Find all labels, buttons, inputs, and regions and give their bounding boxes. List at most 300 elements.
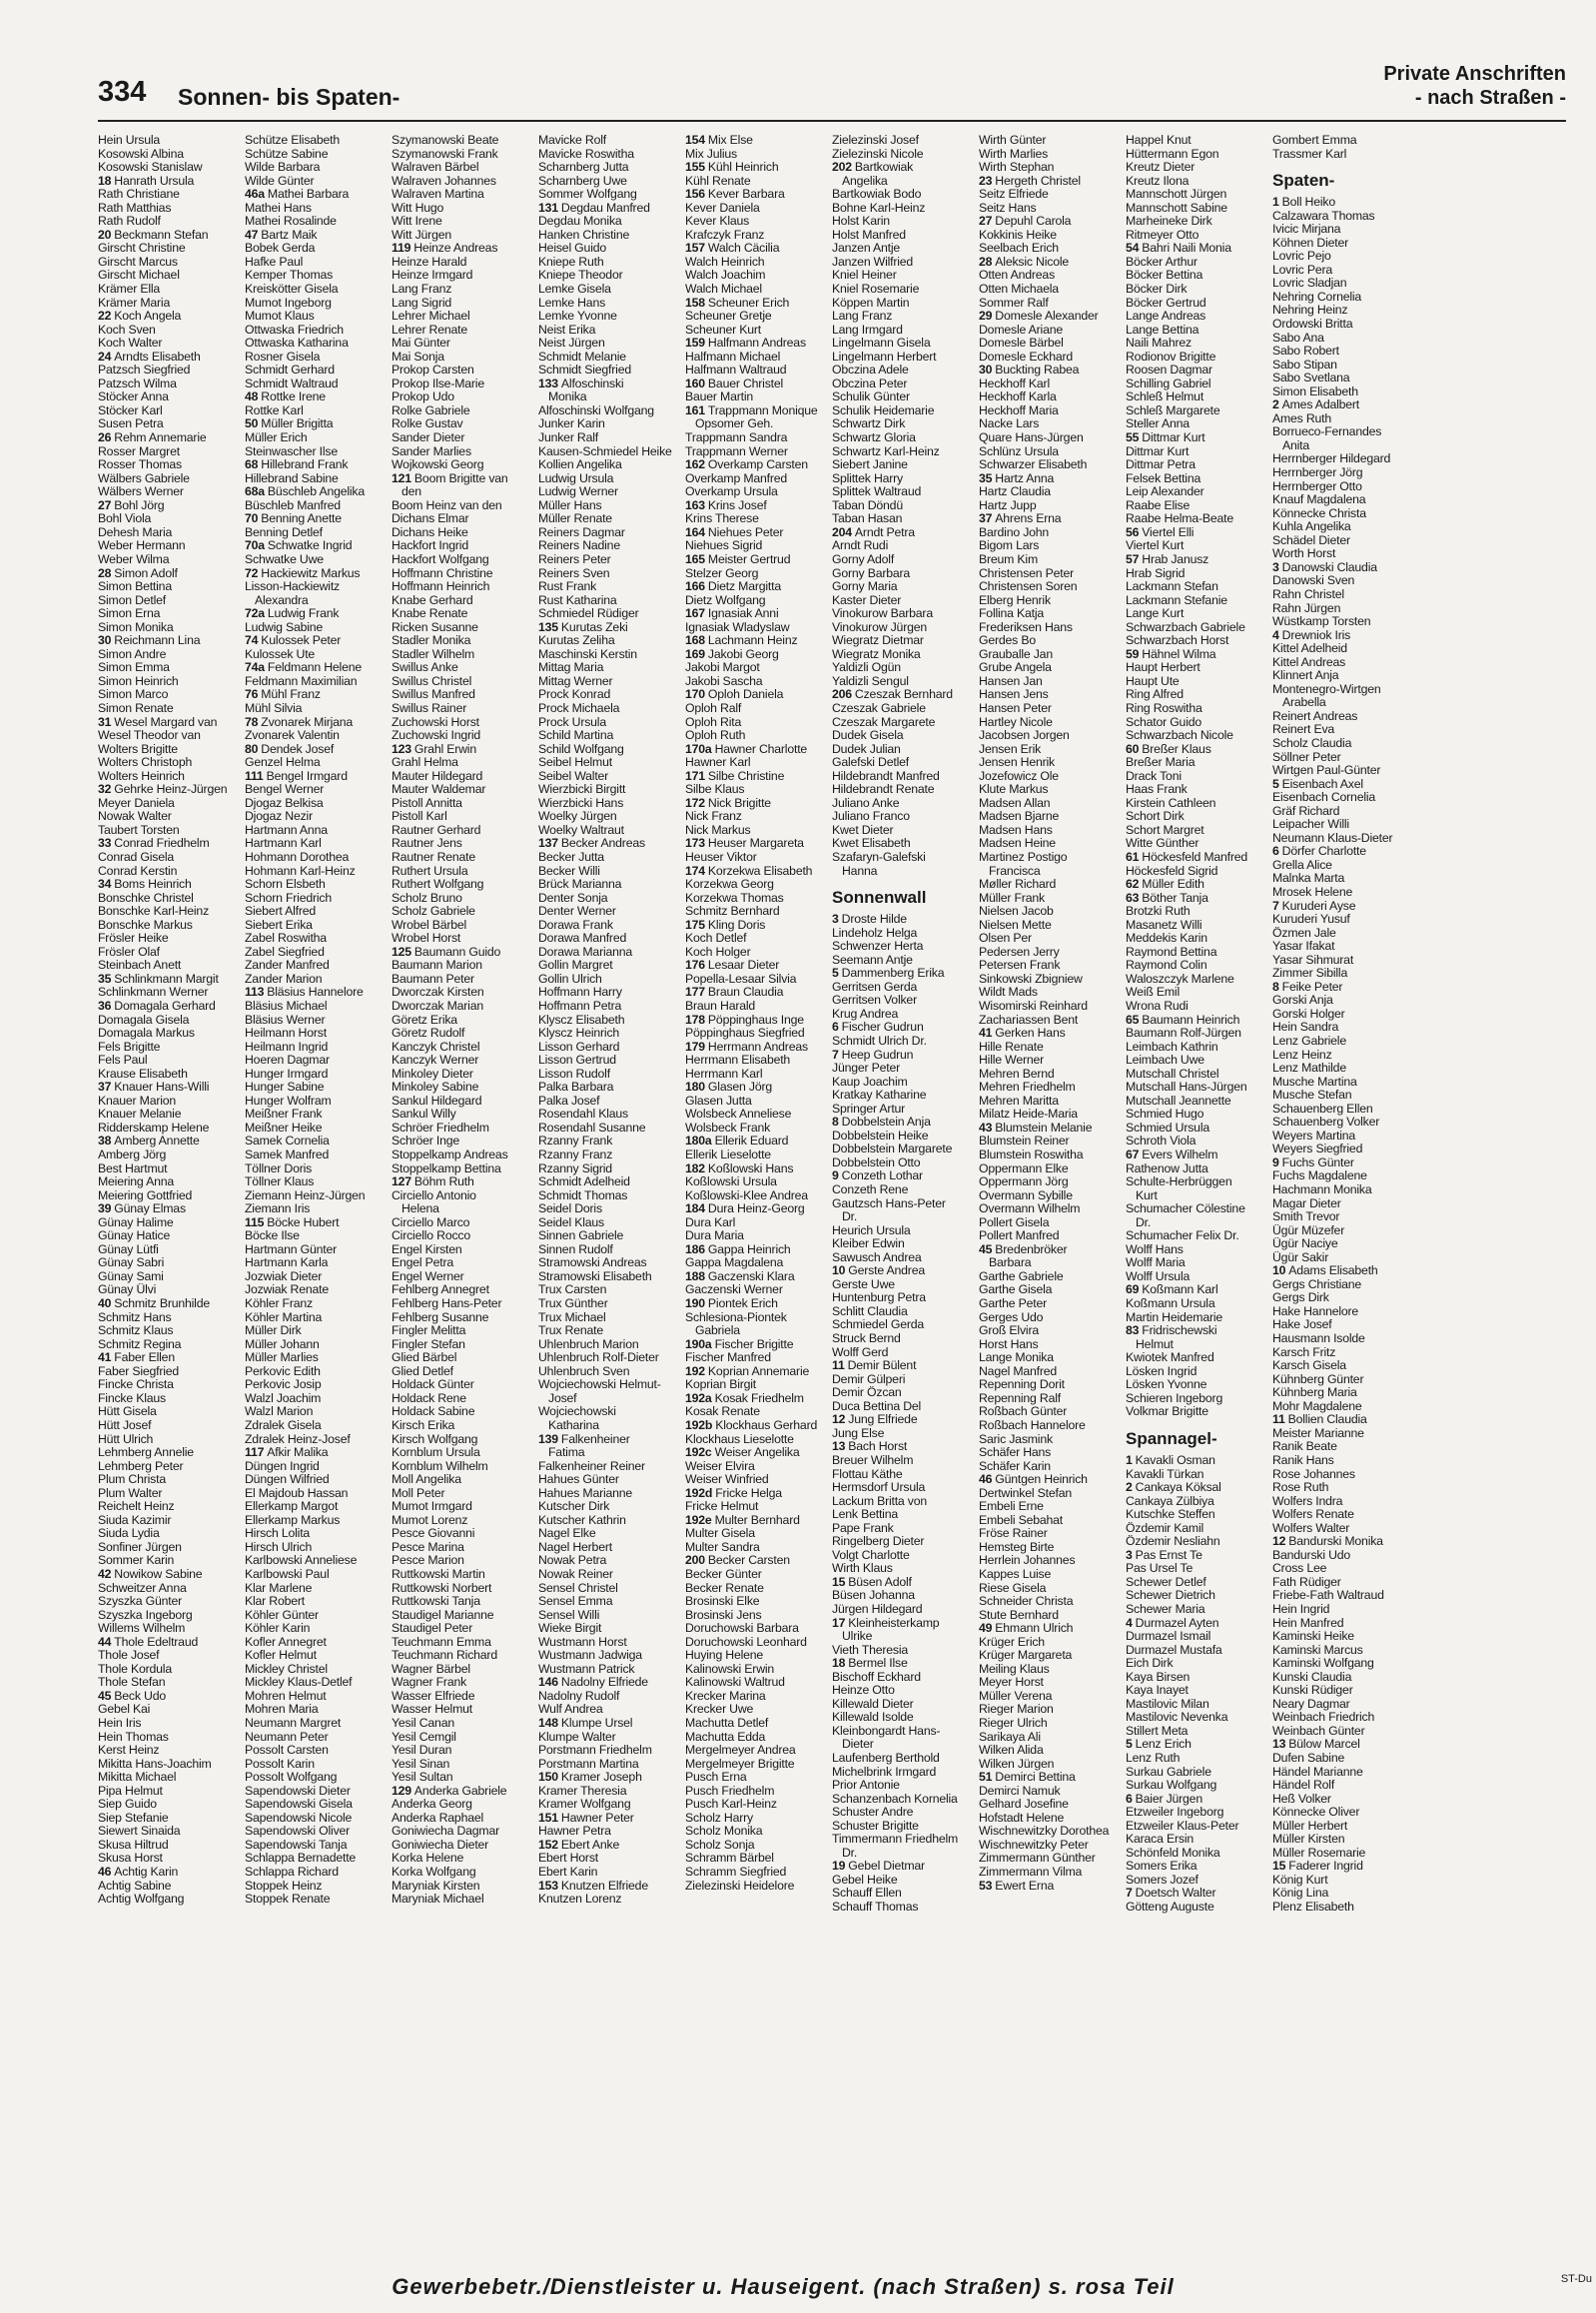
resident-name: Weiser Winfried <box>685 1473 769 1487</box>
resident-name: Yaldizli Ogün <box>832 661 901 675</box>
resident-name: den <box>401 485 421 499</box>
directory-entry <box>1126 283 1268 297</box>
resident-name: Kwiotek Manfred <box>1126 1351 1214 1365</box>
directory-entry <box>98 648 241 662</box>
resident-name: Multer Sandra <box>685 1540 760 1554</box>
house-number: 200 <box>685 1554 705 1568</box>
directory-entry <box>979 1527 1122 1541</box>
directory-entry <box>832 648 975 662</box>
directory-entry <box>1272 466 1415 480</box>
directory-entry <box>1126 594 1268 608</box>
resident-name: Lang Irmgard <box>832 323 903 337</box>
resident-name: Gorny Maria <box>832 580 898 594</box>
directory-entry <box>979 499 1122 513</box>
resident-name: Blumstein Reiner <box>979 1135 1070 1149</box>
directory-entry <box>1272 872 1415 886</box>
directory-entry <box>1272 1454 1415 1468</box>
resident-name: Nowikow Sabine <box>114 1567 203 1581</box>
resident-name: Teuchmann Emma <box>392 1635 491 1649</box>
resident-name: Walzl Joachim <box>245 1391 322 1405</box>
directory-entry <box>1272 1508 1415 1522</box>
directory-entry <box>1272 1481 1415 1495</box>
directory-entry <box>685 188 828 202</box>
directory-entry <box>832 1589 975 1603</box>
directory-entry <box>685 865 828 879</box>
house-number: 153 <box>538 1879 558 1893</box>
directory-entry <box>392 1175 534 1189</box>
directory-entry <box>538 1731 681 1745</box>
directory-entry <box>538 1703 681 1717</box>
resident-name: Arndt Petra <box>854 525 915 539</box>
directory-entry <box>979 1812 1122 1826</box>
resident-name: Smith Trevor <box>1272 1210 1340 1224</box>
resident-name: Bandurski Monika <box>1288 1535 1383 1549</box>
directory-entry <box>538 1229 681 1243</box>
resident-name: Thole Kordula <box>98 1662 172 1676</box>
directory-entry <box>538 756 681 770</box>
resident-name: Kulossek Ute <box>245 647 316 661</box>
resident-name: Schwarzbach Nicole <box>1126 729 1233 743</box>
directory-entry <box>1126 810 1268 824</box>
directory-entry <box>685 1622 828 1636</box>
resident-name: Halfmann Andreas <box>707 337 806 351</box>
resident-name: Böcke Hubert <box>267 1215 340 1229</box>
resident-name: Lösken Ingrid <box>1126 1364 1197 1378</box>
resident-name: Bohne Karl-Heinz <box>832 201 926 215</box>
resident-name: Knauer Marion <box>98 1094 177 1108</box>
directory-column <box>1126 134 1272 2261</box>
directory-entry <box>538 1122 681 1136</box>
directory-entry <box>392 1243 534 1257</box>
directory-entry <box>392 1676 534 1690</box>
resident-name: Schuster Brigitte <box>832 1819 919 1833</box>
directory-entry <box>832 743 975 757</box>
resident-name: Naili Mahrez <box>1126 337 1192 351</box>
resident-name: Benning Anette <box>261 512 342 526</box>
directory-entry <box>392 892 534 906</box>
resident-name: Bardino John <box>979 525 1050 539</box>
directory-entry <box>1126 1725 1268 1739</box>
resident-name: Anita <box>1282 438 1310 452</box>
house-number: 72a <box>245 607 265 621</box>
directory-entry <box>832 1373 975 1387</box>
directory-entry <box>98 256 241 270</box>
directory-entry <box>685 1175 828 1189</box>
resident-name: Fröse Rainer <box>979 1527 1048 1541</box>
resident-name: Prokop Udo <box>392 390 454 404</box>
resident-name: Wilde Barbara <box>245 161 321 175</box>
resident-name: Gollin Ulrich <box>538 972 602 986</box>
resident-name: Fingler Melitta <box>392 1324 466 1338</box>
resident-name: Hanrath Ursula <box>114 174 195 188</box>
resident-name: Mai Sonja <box>392 350 444 364</box>
directory-entry <box>1272 452 1415 466</box>
directory-entry <box>1126 351 1268 365</box>
resident-name: Raymond Colin <box>1126 959 1207 973</box>
resident-name: Oploh Rita <box>685 715 742 729</box>
directory-entry <box>98 1311 241 1325</box>
resident-name: Krafczyk Franz <box>685 228 765 242</box>
house-number: 63 <box>1126 891 1140 905</box>
directory-entry <box>98 1731 241 1745</box>
resident-name: Cross Lee <box>1272 1562 1327 1576</box>
resident-name: Wustmann Patrick <box>538 1662 635 1676</box>
resident-name: Demir Gülperi <box>832 1372 906 1386</box>
directory-entry <box>392 1216 534 1230</box>
directory-entry <box>538 634 681 648</box>
resident-name: Mikitta Michael <box>98 1771 177 1785</box>
resident-name: Prock Konrad <box>538 688 611 702</box>
resident-name: Embeli Sebahat <box>979 1513 1064 1527</box>
resident-name: Schweitzer Anna <box>98 1581 187 1595</box>
resident-name: Wirth Klaus <box>832 1562 893 1576</box>
directory-entry <box>392 445 534 459</box>
resident-name: Zvonarek Valentin <box>245 729 340 743</box>
directory-entry <box>245 1798 388 1812</box>
house-number: 171 <box>685 769 705 783</box>
directory-entry <box>832 310 975 324</box>
directory-entry <box>98 364 241 378</box>
house-number: 76 <box>245 688 259 702</box>
house-number: 179 <box>685 1040 705 1054</box>
directory-entry <box>245 661 388 675</box>
resident-name: Oppermann Jörg <box>979 1175 1069 1189</box>
directory-entry <box>245 770 388 784</box>
house-number: 13 <box>1272 1738 1286 1752</box>
resident-name: Neist Erika <box>538 323 596 337</box>
directory-entry <box>392 458 534 472</box>
directory-entry <box>685 1122 828 1136</box>
resident-name: Schmidt Gerhard <box>245 364 335 378</box>
house-number: 115 <box>245 1215 265 1229</box>
directory-entry <box>979 445 1122 459</box>
resident-name: Worth Horst <box>1272 547 1336 561</box>
resident-name: Schröer Friedhelm <box>392 1121 489 1135</box>
directory-entry <box>98 1338 241 1352</box>
directory-entry <box>685 1378 828 1392</box>
resident-name: Rosser Margret <box>98 444 180 458</box>
resident-name: Domesle Alexander <box>995 310 1099 324</box>
resident-name: Grahl Erwin <box>413 742 476 756</box>
directory-entry <box>979 797 1122 811</box>
directory-entry <box>685 1027 828 1041</box>
resident-name: Evers Wilhelm <box>1142 1149 1218 1162</box>
resident-name: Kever Barbara <box>707 188 785 202</box>
house-number: 68 <box>245 458 259 472</box>
resident-name: Volkmar Brigitte <box>1126 1405 1208 1419</box>
directory-entry <box>1272 507 1415 521</box>
street-heading: Sonnenwall <box>832 888 927 908</box>
resident-name: Kalinowski Erwin <box>685 1662 775 1676</box>
resident-name: Maschinski Kerstin <box>538 647 637 661</box>
directory-entry <box>538 1514 681 1528</box>
resident-name: Feike Peter <box>1281 980 1343 994</box>
resident-name: Lange Bettina <box>1126 323 1199 337</box>
directory-entry <box>685 810 828 824</box>
resident-name: Repenning Ralf <box>979 1391 1061 1405</box>
resident-name: Weiß Emil <box>1126 986 1180 1000</box>
house-number: 67 <box>1126 1149 1140 1162</box>
directory-entry <box>1126 1684 1268 1698</box>
resident-name: Mittag Werner <box>538 674 613 688</box>
directory-entry <box>979 472 1122 486</box>
house-number: 37 <box>979 512 993 526</box>
resident-name: Helmut <box>1136 1337 1174 1351</box>
directory-entry <box>1272 1373 1415 1387</box>
resident-name: Zuchowski Horst <box>392 715 479 729</box>
resident-name: Juliano Franco <box>832 810 910 824</box>
directory-entry <box>1126 1283 1268 1297</box>
directory-entry <box>245 1582 388 1596</box>
directory-entry <box>98 1554 241 1568</box>
directory-entry <box>392 1690 534 1704</box>
resident-name: Boll Heiko <box>1281 196 1336 210</box>
directory-entry <box>832 865 975 879</box>
house-number: 65 <box>1126 1013 1140 1027</box>
directory-entry <box>1272 372 1415 386</box>
resident-name: Hoffmann Harry <box>538 986 622 1000</box>
directory-entry <box>1272 1562 1415 1576</box>
directory-entry <box>98 445 241 459</box>
house-number: 30 <box>98 634 112 648</box>
resident-name: Adams Elisabeth <box>1288 1264 1378 1278</box>
resident-name: Sommer Karin <box>98 1554 175 1568</box>
house-number: 70 <box>245 512 259 526</box>
resident-name: Simon Bettina <box>98 580 172 594</box>
resident-name: Kühnberg Günter <box>1272 1372 1364 1386</box>
resident-name: Rosendahl Susanne <box>538 1121 646 1135</box>
directory-entry <box>1272 791 1415 805</box>
resident-name: Rautner Renate <box>392 850 476 864</box>
resident-name: Mix Else <box>707 134 753 147</box>
directory-entry <box>832 1386 975 1400</box>
directory-entry <box>832 1535 975 1549</box>
resident-name: Hahues Günter <box>538 1473 619 1487</box>
directory-entry <box>98 1663 241 1677</box>
resident-name: Schmitz Regina <box>98 1337 182 1351</box>
resident-name: Köhler Franz <box>245 1297 313 1311</box>
resident-name: Gebel Kai <box>98 1703 151 1717</box>
resident-name: Flottau Käthe <box>832 1467 903 1481</box>
resident-name: Kling Doris <box>707 918 766 932</box>
directory-entry <box>685 417 828 431</box>
resident-name: Schulik Günter <box>832 390 910 404</box>
directory-entry <box>685 824 828 838</box>
directory-entry <box>979 1852 1122 1866</box>
directory-entry <box>1272 493 1415 507</box>
directory-entry <box>685 1135 828 1149</box>
directory-entry <box>685 134 828 148</box>
resident-name: Maryniak Michael <box>392 1893 484 1907</box>
house-number: 18 <box>832 1657 846 1671</box>
resident-name: Popella-Lesaar Silvia <box>685 972 797 986</box>
directory-entry <box>685 378 828 391</box>
directory-entry <box>1272 304 1415 318</box>
directory-entry <box>685 1785 828 1799</box>
directory-entry <box>98 946 241 960</box>
directory-entry <box>832 1440 975 1454</box>
house-number: 70a <box>245 539 265 553</box>
directory-entry <box>685 1582 828 1596</box>
directory-entry <box>1272 250 1415 264</box>
resident-name: Stramowski Andreas <box>538 1256 647 1270</box>
resident-name: Trux Michael <box>538 1310 606 1324</box>
directory-entry <box>1126 1000 1268 1014</box>
directory-entry <box>392 1095 534 1109</box>
directory-entry <box>832 1549 975 1563</box>
directory-entry <box>1272 1847 1415 1861</box>
directory-entry <box>538 1216 681 1230</box>
resident-name: Scholz Claudia <box>1272 736 1352 750</box>
directory-entry <box>245 364 388 378</box>
resident-name: Dura Maria <box>685 1229 744 1243</box>
resident-name: Gerritsen Volker <box>832 994 917 1008</box>
house-number: 4 <box>1126 1616 1133 1630</box>
directory-entry <box>392 716 534 730</box>
house-number: 6 <box>1272 845 1279 859</box>
resident-name: Schmidt Siegfried <box>538 364 631 378</box>
directory-entry <box>979 919 1122 933</box>
resident-name: Cankaya Zülbiya <box>1126 1494 1214 1508</box>
resident-name: Stramowski Elisabeth <box>538 1269 652 1283</box>
resident-name: Schmitz Hans <box>98 1310 172 1324</box>
resident-name: Becker Günter <box>685 1567 762 1581</box>
resident-name: Ügür Müzefer <box>1272 1223 1345 1237</box>
resident-name: Weinbach Günter <box>1272 1724 1365 1738</box>
resident-name: Schramm Bärbel <box>685 1852 774 1866</box>
directory-entry <box>1126 148 1268 162</box>
house-number: 131 <box>538 201 558 215</box>
directory-entry <box>685 1202 828 1216</box>
directory-entry <box>538 1311 681 1325</box>
directory-entry <box>979 878 1122 892</box>
resident-name: Koch Holger <box>685 945 751 959</box>
resident-name: Zuchowski Ingrid <box>392 729 481 743</box>
resident-name: Nick Franz <box>685 810 742 824</box>
directory-entry <box>538 1108 681 1122</box>
resident-name: Lehmberg Annelie <box>98 1446 194 1460</box>
house-number: 11 <box>832 1359 845 1373</box>
resident-name: Achtig Sabine <box>98 1879 172 1893</box>
directory-entry <box>1272 805 1415 819</box>
resident-name: Schleß Helmut <box>1126 390 1204 404</box>
directory-entry <box>98 1758 241 1772</box>
directory-entry <box>538 1541 681 1555</box>
directory-entry <box>98 824 241 838</box>
directory-entry <box>979 269 1122 283</box>
resident-name: Müller Verena <box>979 1689 1053 1703</box>
directory-entry <box>1272 710 1415 724</box>
directory-entry <box>979 1365 1122 1379</box>
directory-entry <box>538 229 681 243</box>
resident-name: Kühnberg Maria <box>1272 1386 1357 1400</box>
directory-entry <box>392 1014 534 1028</box>
directory-entry <box>1272 696 1415 710</box>
resident-name: Sabo Stipan <box>1272 358 1337 372</box>
resident-name: Kaya Inayet <box>1126 1684 1189 1698</box>
resident-name: Krins Therese <box>685 512 759 526</box>
directory-entry <box>832 1291 975 1305</box>
resident-name: Ridderskamp Helene <box>98 1121 210 1135</box>
house-number: 192d <box>685 1486 713 1500</box>
resident-name: Kavakli Osman <box>1135 1453 1215 1467</box>
directory-entry <box>1272 1143 1415 1156</box>
resident-name: Holdack Sabine <box>392 1405 475 1419</box>
resident-name: Michelbrink Irmgard <box>832 1765 937 1779</box>
directory-entry <box>392 1338 534 1352</box>
directory-entry <box>98 1703 241 1717</box>
resident-name: Becker Andreas <box>560 837 645 851</box>
resident-name: Mumot Klaus <box>245 310 315 324</box>
directory-entry <box>685 675 828 689</box>
directory-entry <box>1272 148 1415 162</box>
resident-name: Mastilovic Nevenka <box>1126 1711 1228 1725</box>
resident-name: Swillus Christel <box>392 674 472 688</box>
directory-entry <box>538 1351 681 1365</box>
directory-entry <box>1272 940 1415 954</box>
directory-entry <box>1126 567 1268 581</box>
directory-entry <box>245 743 388 757</box>
resident-name: Brück Marianna <box>538 878 622 892</box>
directory-entry <box>538 161 681 175</box>
directory-entry <box>392 1027 534 1041</box>
resident-name: Killewald Dieter <box>832 1697 914 1711</box>
resident-name: Hartmann Anna <box>245 823 328 837</box>
directory-entry <box>1126 1535 1268 1549</box>
house-number: 20 <box>98 228 112 242</box>
resident-name: Nehring Heinz <box>1272 304 1348 318</box>
directory-entry <box>392 161 534 175</box>
directory-entry <box>538 1392 681 1406</box>
directory-entry <box>538 743 681 757</box>
resident-name: Hawner Charlotte <box>714 742 808 756</box>
directory-entry <box>1272 345 1415 359</box>
resident-name: Grauballe Jan <box>979 647 1053 661</box>
directory-entry <box>1272 967 1415 981</box>
resident-name: Schwatke Ingrid <box>267 539 353 553</box>
directory-entry <box>1126 256 1268 270</box>
resident-name: Kappes Luise <box>979 1567 1052 1581</box>
resident-name: Wieke Birgit <box>538 1622 602 1636</box>
resident-name: Neary Dagmar <box>1272 1697 1350 1711</box>
directory-entry <box>538 1812 681 1826</box>
directory-entry <box>1126 1135 1268 1149</box>
directory-entry <box>245 1216 388 1230</box>
directory-entry <box>1126 404 1268 418</box>
directory-entry <box>392 810 534 824</box>
directory-entry <box>392 1541 534 1555</box>
resident-name: Mutschall Hans-Jürgen <box>1126 1081 1247 1095</box>
directory-entry <box>538 1256 681 1270</box>
resident-name: Rosser Thomas <box>98 458 182 472</box>
resident-name: Rzanny Sigrid <box>538 1161 612 1175</box>
resident-name: Wojciechowski Helmut- <box>538 1378 661 1392</box>
resident-name: Dieter <box>842 1738 874 1752</box>
directory-entry <box>1126 688 1268 702</box>
resident-name: Faderer Ingrid <box>1288 1860 1363 1874</box>
resident-name: Felsek Bettina <box>1126 471 1201 485</box>
directory-entry <box>392 1378 534 1392</box>
resident-name: Wolff Ursula <box>1126 1269 1191 1283</box>
directory-entry <box>98 1785 241 1799</box>
directory-entry <box>1126 1806 1268 1820</box>
directory-entry <box>685 716 828 730</box>
directory-entry <box>538 431 681 445</box>
directory-entry <box>98 324 241 338</box>
directory-entry <box>832 1169 975 1183</box>
directory-entry <box>538 837 681 851</box>
directory-entry <box>1272 669 1415 683</box>
